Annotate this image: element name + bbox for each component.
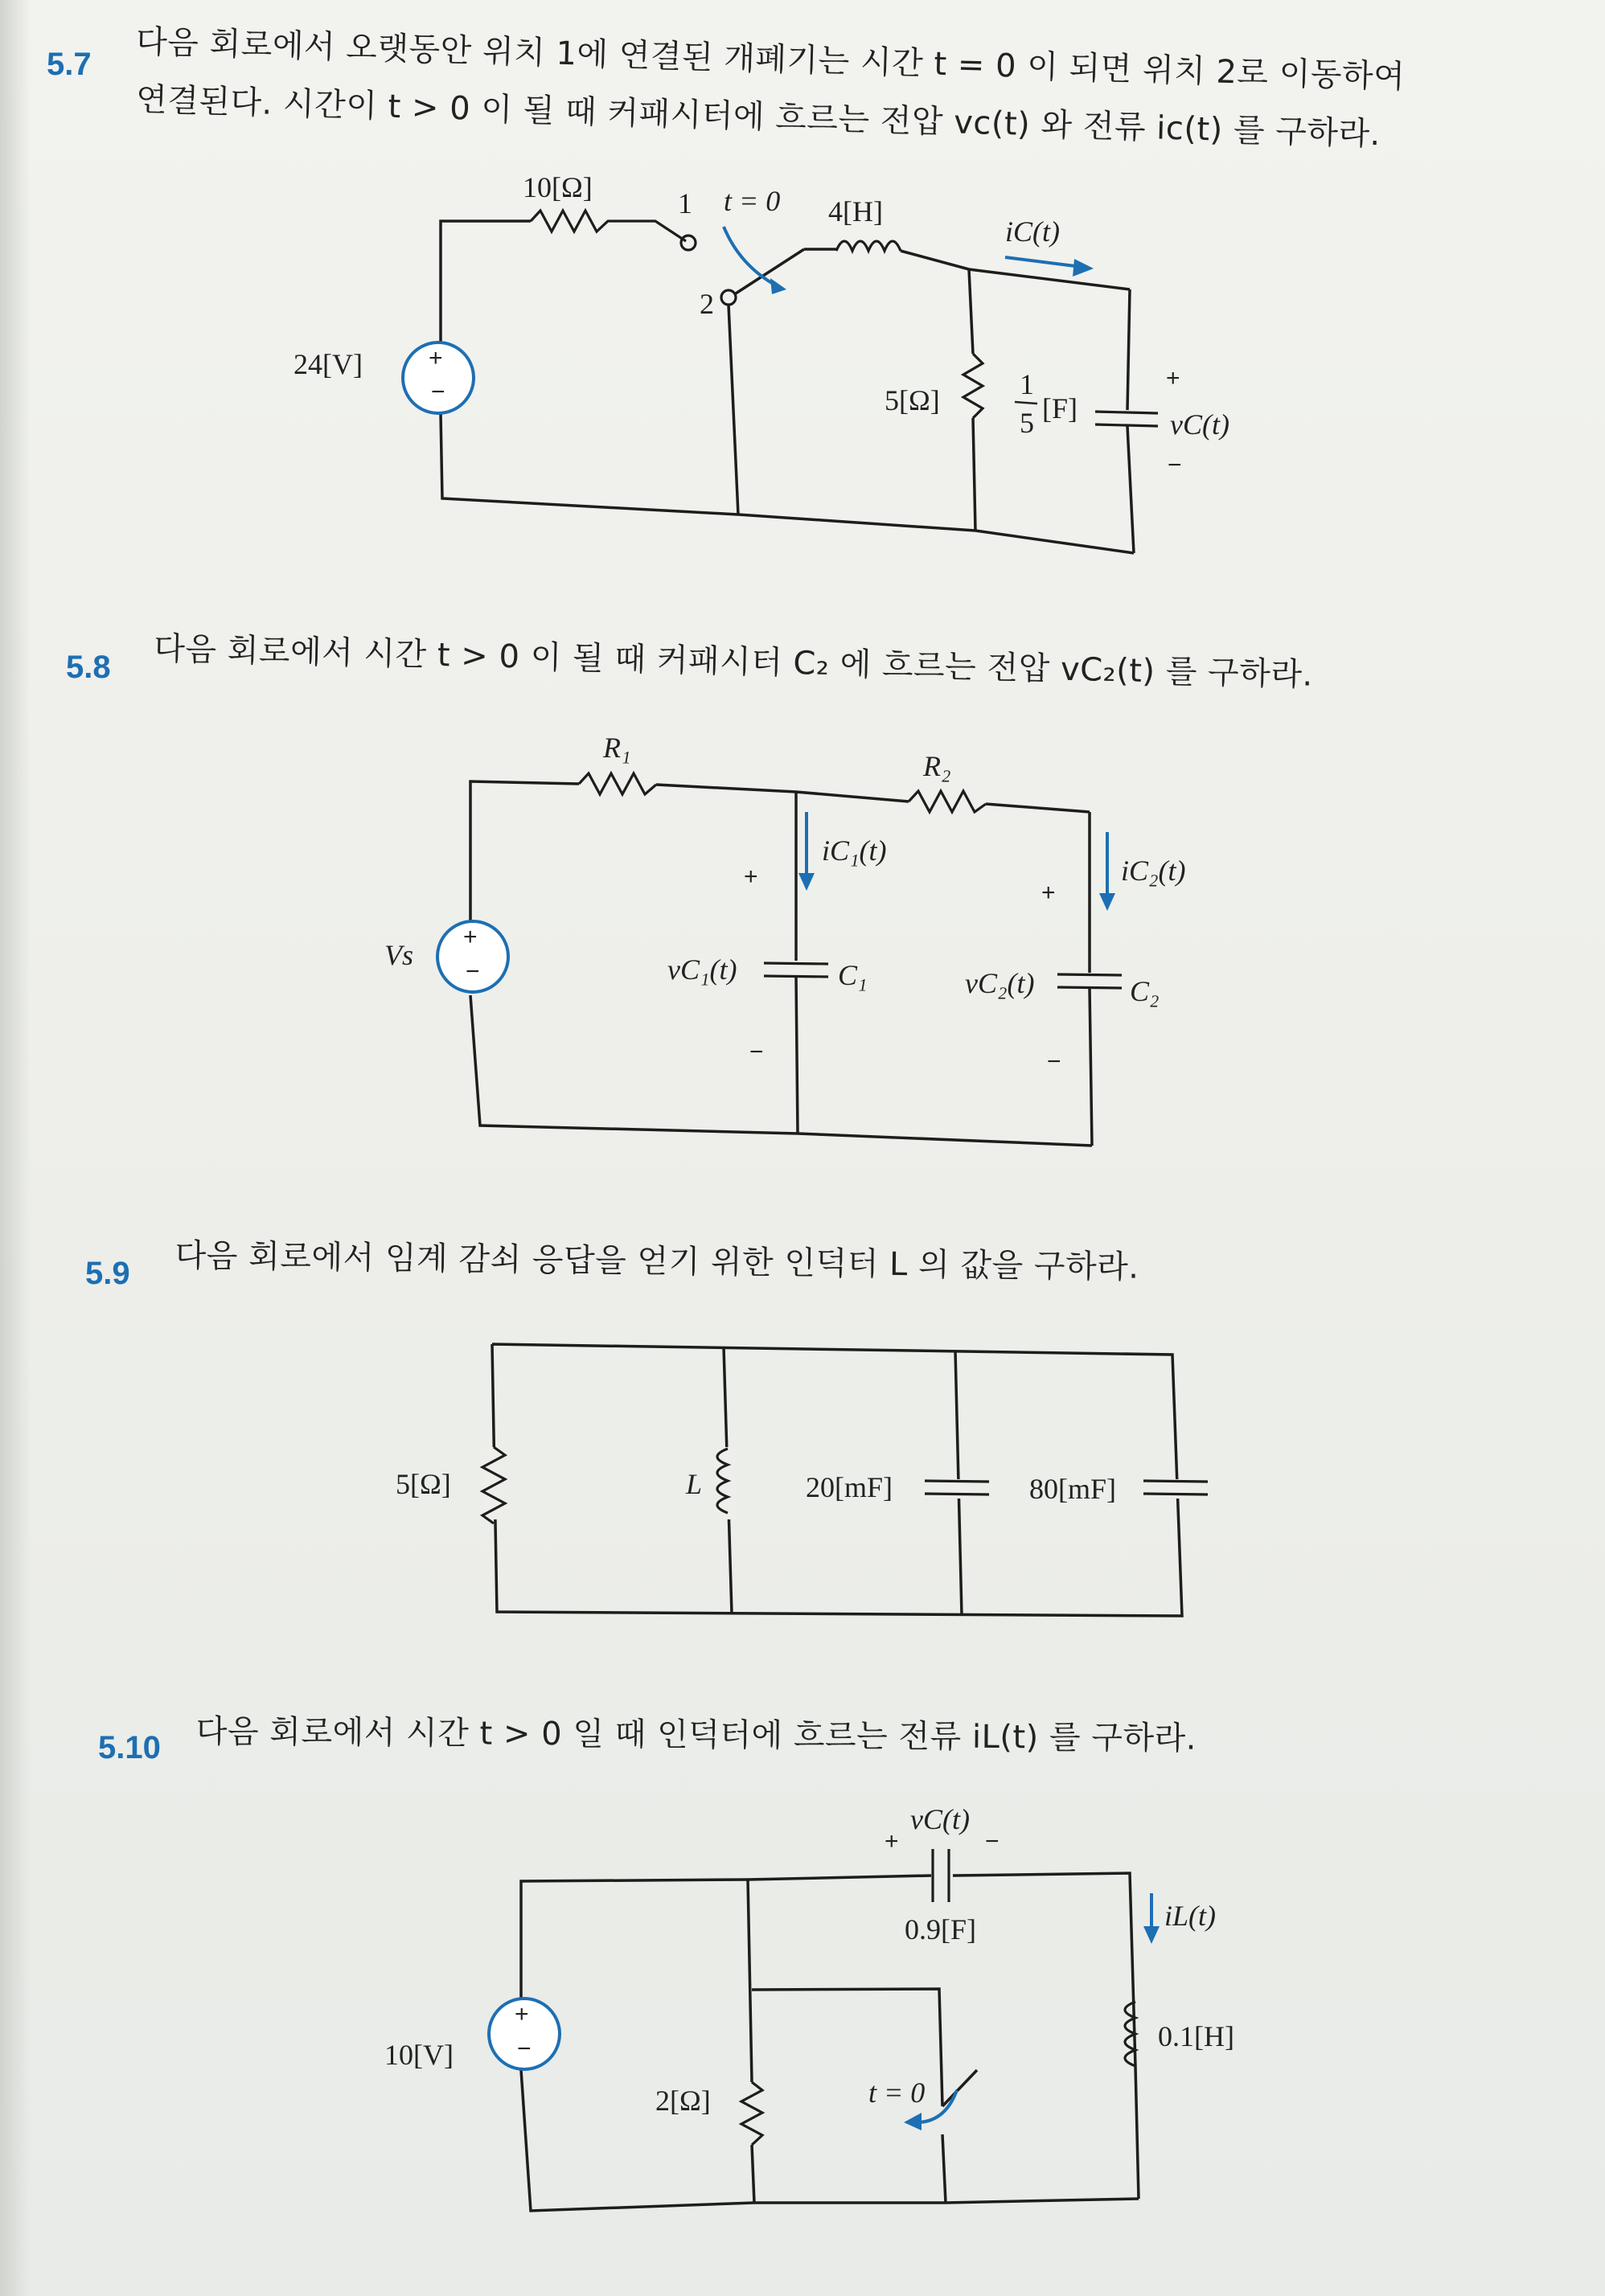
problem-5-8-text: 다음 회로에서 시간 t > 0 이 될 때 커패시터 C₂ 에 흐르는 전압 vC₂(t) 를 구하라. [153, 629, 1314, 694]
label-vc-plus: + [1166, 365, 1180, 392]
switch-blade-b [942, 2070, 977, 2106]
label-t0-b: t = 0 [868, 2077, 926, 2109]
problem-5-9-text: 다음 회로에서 임계 감쇠 응답을 얻기 위한 인덕터 L 의 값을 구하라. [174, 1236, 1139, 1286]
problem-5-7-text-line2: 연결된다. 시간이 t > 0 이 될 때 커패시터에 흐르는 전압 vc(t) 와 전류 ic(t) 를 구하라. [135, 80, 1381, 154]
label-2-ohm: 2[Ω] [655, 2085, 711, 2117]
label-c2: C₂ [1130, 975, 1160, 1007]
label-il: iL(t) [1164, 1900, 1217, 1932]
label-cap-num: 1 [1020, 368, 1034, 400]
label-t0: t = 0 [724, 185, 781, 217]
label-vc-minus: − [1168, 452, 1182, 478]
label-5-ohm: 5[Ω] [885, 384, 940, 416]
label-ic1: iC₁(t) [822, 834, 887, 867]
label-vs: Vs [384, 939, 413, 971]
label-pos-2: 2 [700, 288, 714, 320]
label-vc-minus-b: − [985, 1828, 1000, 1855]
label-10v: 10[V] [384, 2039, 454, 2071]
label-4h: 4[H] [828, 195, 883, 228]
label-vc1-minus: − [749, 1039, 764, 1065]
problem-number-5-8: 5.8 [66, 650, 111, 685]
svg-text:−: − [517, 2036, 532, 2062]
svg-text:+: + [429, 345, 443, 371]
label-r2: R₂ [923, 750, 951, 782]
svg-text:−: − [466, 958, 480, 985]
label-ic2: iC₂(t) [1121, 855, 1186, 887]
svg-text:+: + [463, 924, 478, 950]
label-vc1: vC₁(t) [667, 953, 737, 986]
problem-number-5-7: 5.7 [47, 47, 92, 82]
label-pos-1: 1 [678, 187, 692, 219]
label-vc2-minus: − [1047, 1048, 1061, 1075]
label-r1: R₁ [603, 732, 631, 764]
label-vc2-plus: + [1041, 879, 1056, 906]
problem-5-7-text-line1: 다음 회로에서 오랫동안 위치 1에 연결된 개폐기는 시간 t = 0 이 되면 위치 2로 이동하여 [135, 23, 1406, 96]
svg-text:−: − [431, 379, 445, 405]
label-80mf: 80[mF] [1029, 1473, 1116, 1505]
label-cap-unit: [F] [1042, 392, 1078, 424]
problem-number-5-9: 5.9 [85, 1256, 130, 1291]
label-vc2: vC₂(t) [965, 967, 1035, 999]
label-20mf: 20[mF] [806, 1471, 893, 1503]
label-ic: iC(t) [1005, 215, 1060, 248]
label-vc: vC(t) [1170, 408, 1229, 441]
label-5-ohm-b: 5[Ω] [396, 1468, 451, 1500]
label-10-ohm: 10[Ω] [523, 171, 593, 203]
problem-number-5-10: 5.10 [98, 1730, 161, 1765]
label-0-9f: 0.9[F] [905, 1913, 976, 1945]
label-l: L [686, 1468, 703, 1500]
label-0-1h: 0.1[H] [1158, 2020, 1234, 2052]
label-vc-plus-b: + [885, 1828, 899, 1855]
problem-5-10-text: 다음 회로에서 시간 t > 0 일 때 인덕터에 흐르는 전류 iL(t) 를 구하라. [195, 1712, 1197, 1757]
label-24v: 24[V] [293, 348, 363, 380]
label-c1: C₁ [838, 959, 868, 991]
label-cap-den: 5 [1020, 407, 1034, 439]
svg-text:+: + [515, 2001, 529, 2027]
label-vc1-plus: + [744, 863, 758, 890]
label-vc-b: vC(t) [910, 1803, 970, 1835]
resistor-2-ohm [741, 2082, 762, 2145]
